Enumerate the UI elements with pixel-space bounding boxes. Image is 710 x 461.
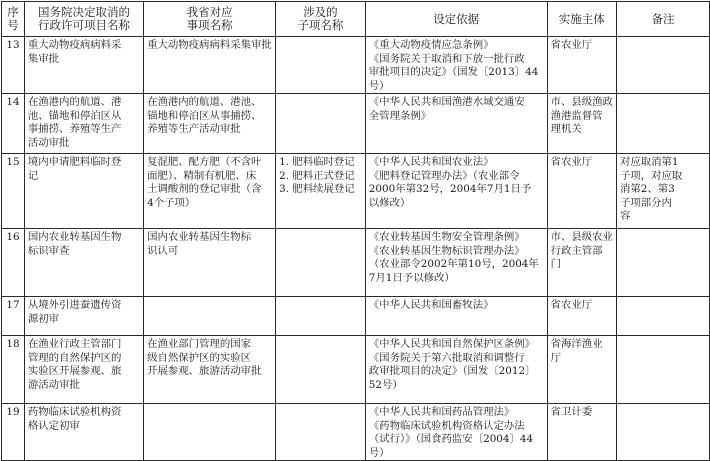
sub-items-cell xyxy=(276,37,366,94)
entity-cell-line: 市、县级农业 xyxy=(550,231,613,243)
basis-cell-line: 号） xyxy=(368,446,390,459)
basis-cell-line: 《农业转基因生物安全管理条例》 xyxy=(368,231,525,243)
basis-cell-line: 政审批项目的决定》（国发〔2012〕 xyxy=(368,365,536,377)
basis-cell-line: 《中华人民共和国渔港水域交通安 xyxy=(368,96,525,108)
province-item-cell xyxy=(144,336,276,404)
province-item-cell xyxy=(144,229,276,297)
basis-cell-line: 2000年第32号，2004年7月1日予 xyxy=(368,183,532,195)
province-item-cell xyxy=(144,94,276,154)
entity-cell xyxy=(547,297,616,336)
province-item-cell-line: 锚地和停泊区从事捕捞、 xyxy=(147,109,262,122)
state-item-cell-line: 池、锚地和停泊区从 xyxy=(27,109,122,122)
remark-cell xyxy=(616,154,709,229)
table-row xyxy=(2,154,710,229)
province-item-cell-line: 土调酸剂的登记审批（含 xyxy=(147,183,262,195)
province-item-cell-line: 在渔业部门管理的国家 xyxy=(147,338,252,350)
approval-items-table xyxy=(1,1,710,461)
state-item-cell-line: 格认定初审 xyxy=(27,419,80,432)
header-line: 行政许可项目名称 xyxy=(38,18,130,32)
state-item-cell-line: 活动审批 xyxy=(27,136,70,149)
remark-cell xyxy=(616,94,709,154)
entity-cell-line: 门 xyxy=(550,258,561,270)
state-item-cell-line: 游活动审批 xyxy=(27,378,80,391)
state-item-cell-line: 在渔港内的航道、港 xyxy=(27,96,122,108)
state-item-cell-line: 在渔业行政主管部门 xyxy=(27,338,122,350)
basis-cell-line: 审批项目的决定》（国发〔2013〕44 xyxy=(368,66,539,78)
state-item-cell-line: 管理的自然保护区的 xyxy=(27,351,122,364)
sub-items-cell xyxy=(276,229,366,297)
state-item-cell xyxy=(24,37,143,94)
remark-cell xyxy=(616,404,709,461)
table-row xyxy=(2,94,710,154)
seq-cell: 16 xyxy=(2,229,25,297)
state-item-cell-line: 重大动物疫病病料采 xyxy=(27,39,122,51)
sub-items-cell xyxy=(276,404,366,461)
header-remark xyxy=(616,2,709,37)
header-line: 设定依据 xyxy=(433,11,480,26)
province-item-cell xyxy=(144,297,276,336)
basis-cell-line: 全管理条例》 xyxy=(368,109,432,122)
state-item-cell-line: 事捕捞、养殖等生产 xyxy=(27,123,122,135)
header-province-item xyxy=(144,2,276,37)
table-row xyxy=(2,297,710,336)
basis-cell-line: 《国务院关于第六批取消和调整行 xyxy=(368,351,525,364)
entity-cell-line: 省农业厅 xyxy=(550,156,593,168)
entity-cell xyxy=(547,404,616,461)
remark-cell-line: 容 xyxy=(619,210,631,222)
table-body xyxy=(2,37,710,461)
state-item-cell-line: 从境外引进蚕遗传资 xyxy=(27,299,122,311)
seq-cell: 19 xyxy=(2,404,25,461)
entity-cell-line: 省海洋渔业 xyxy=(550,338,603,350)
province-item-cell xyxy=(144,37,276,94)
table-row xyxy=(2,37,710,94)
basis-cell xyxy=(365,229,547,297)
seq-cell: 15 xyxy=(2,154,25,229)
entity-cell-line: 省卫计委 xyxy=(550,406,593,418)
table-row xyxy=(2,404,710,461)
header-line: 备注 xyxy=(651,11,675,26)
seq-cell: 14 xyxy=(2,94,25,154)
table-row xyxy=(2,229,710,297)
sub-items-cell xyxy=(276,94,366,154)
basis-cell-line: 号） xyxy=(368,79,390,92)
header-line: 事项名称 xyxy=(186,18,233,32)
header-sub-items xyxy=(276,2,366,37)
province-item-cell-line: 4个子项） xyxy=(147,196,196,209)
basis-cell-line: （农业部令2002年第10号，2004年 xyxy=(368,258,539,270)
entity-cell xyxy=(547,94,616,154)
basis-cell xyxy=(365,404,547,461)
state-item-cell-line: 国内农业转基因生物 xyxy=(27,231,122,243)
entity-cell xyxy=(547,154,616,229)
state-item-cell-line: 标识审查 xyxy=(27,244,70,257)
basis-cell xyxy=(365,297,547,336)
sub-items-cell xyxy=(276,297,366,336)
basis-cell-line: 《中华人民共和国农业法》 xyxy=(368,156,494,168)
seq-cell: 17 xyxy=(2,297,25,336)
sub-items-cell xyxy=(276,336,366,404)
entity-cell-line: 省农业厅 xyxy=(550,299,593,311)
basis-cell-line: 7月1日予以修改） xyxy=(368,271,455,284)
header-seq xyxy=(2,2,25,37)
remark-cell xyxy=(616,229,709,297)
table-row xyxy=(2,336,710,404)
entity-cell xyxy=(547,229,616,297)
province-item-cell-line: 级自然保护区的实验区 xyxy=(147,351,252,364)
basis-cell-line: 《中华人民共和国畜牧法》 xyxy=(368,299,494,311)
state-item-cell-line: 药物临床试验机构资 xyxy=(27,406,122,418)
header-entity xyxy=(547,2,616,37)
state-item-cell-line: 集审批 xyxy=(27,52,60,65)
basis-cell xyxy=(365,94,547,154)
entity-cell-line: 渔港监督管 xyxy=(550,109,603,122)
basis-cell-line: 《重大动物疫情应急条例》 xyxy=(368,39,494,51)
sub-items-cell-line: 1. 肥料临时登记 xyxy=(279,156,355,168)
table-header-row xyxy=(2,2,710,37)
basis-cell-line: 《国务院关于取消和下放一批行政 xyxy=(368,52,525,65)
state-item-cell xyxy=(24,336,143,404)
remark-cell-line: 子项，对应取 xyxy=(619,169,683,182)
province-item-cell-line: 开展参观、旅游活动审批 xyxy=(147,365,262,377)
basis-cell-line: 《肥料登记管理办法》（农业部令 xyxy=(368,169,520,182)
basis-cell-line: 《农业转基因生物标识管理办法》 xyxy=(368,244,525,257)
basis-cell xyxy=(365,336,547,404)
province-item-cell-line: 国内农业转基因生物标 xyxy=(147,231,252,243)
header-basis xyxy=(365,2,547,37)
remark-cell xyxy=(616,37,709,94)
header-state-item xyxy=(24,2,143,37)
entity-cell-line: 省农业厅 xyxy=(550,39,593,51)
province-item-cell xyxy=(144,154,276,229)
entity-cell xyxy=(547,37,616,94)
state-item-cell xyxy=(24,94,143,154)
province-item-cell-line: 在渔港内的航道、港池、 xyxy=(147,96,262,108)
province-item-cell-line: 养殖等生产活动审批 xyxy=(147,123,241,135)
remark-cell-line: 消第2、第3 xyxy=(619,183,675,195)
province-item-cell-line: 面肥）、精制有机肥、床 xyxy=(147,169,257,182)
entity-cell-line: 理机关 xyxy=(550,123,582,135)
remark-cell-line: 对应取消第1 xyxy=(619,156,679,168)
seq-cell: 13 xyxy=(2,37,25,94)
basis-cell-line: （试行）》（国食药监安〔2004〕44 xyxy=(368,433,534,445)
state-item-cell-line: 记 xyxy=(27,169,39,182)
header-line: 序 xyxy=(7,5,19,19)
basis-cell-line: 《药物临床试验机构资格认定办法 xyxy=(368,419,525,432)
entity-cell xyxy=(547,336,616,404)
state-item-cell xyxy=(24,229,143,297)
remark-cell xyxy=(616,297,709,336)
basis-cell-line: 52号） xyxy=(368,378,403,391)
seq-cell: 18 xyxy=(2,336,25,404)
state-item-cell xyxy=(24,404,143,461)
province-item-cell-line: 识认可 xyxy=(147,244,179,257)
state-item-cell-line: 实验区开展参观、旅 xyxy=(27,365,122,377)
header-line: 子项名称 xyxy=(297,18,344,32)
remark-cell-line: 子项部分内 xyxy=(619,196,672,209)
state-item-cell xyxy=(24,154,143,229)
basis-cell-line: 《中华人民共和国药品管理法》 xyxy=(368,406,515,418)
entity-cell-line: 厅 xyxy=(550,351,561,364)
sub-items-cell-line: 2. 肥料正式登记 xyxy=(279,169,355,182)
state-item-cell-line: 源初审 xyxy=(27,312,60,325)
header-line: 实施主体 xyxy=(558,11,605,26)
province-item-cell-line: 重大动物疫病病料采集审批 xyxy=(147,39,272,51)
basis-cell-line: 以修改） xyxy=(368,196,411,209)
header-line: 号 xyxy=(7,18,19,32)
basis-cell xyxy=(365,154,547,229)
basis-cell xyxy=(365,37,547,94)
header-line: 国务院决定取消的 xyxy=(38,5,130,19)
province-item-cell-line: 复混肥、配方肥（不含叶 xyxy=(147,156,262,168)
province-item-cell xyxy=(144,404,276,461)
sub-items-cell-line: 3. 肥料续展登记 xyxy=(279,183,355,195)
entity-cell-line: 市、县级渔政 xyxy=(550,96,613,108)
remark-cell xyxy=(616,336,709,404)
state-item-cell xyxy=(24,297,143,336)
sub-items-cell xyxy=(276,154,366,229)
header-line: 我省对应 xyxy=(186,5,233,19)
state-item-cell-line: 境内申请肥料临时登 xyxy=(27,156,122,168)
entity-cell-line: 行政主管部 xyxy=(550,244,603,257)
basis-cell-line: 《中华人民共和国自然保护区条例》 xyxy=(368,338,536,350)
header-line: 涉及的 xyxy=(303,5,338,19)
